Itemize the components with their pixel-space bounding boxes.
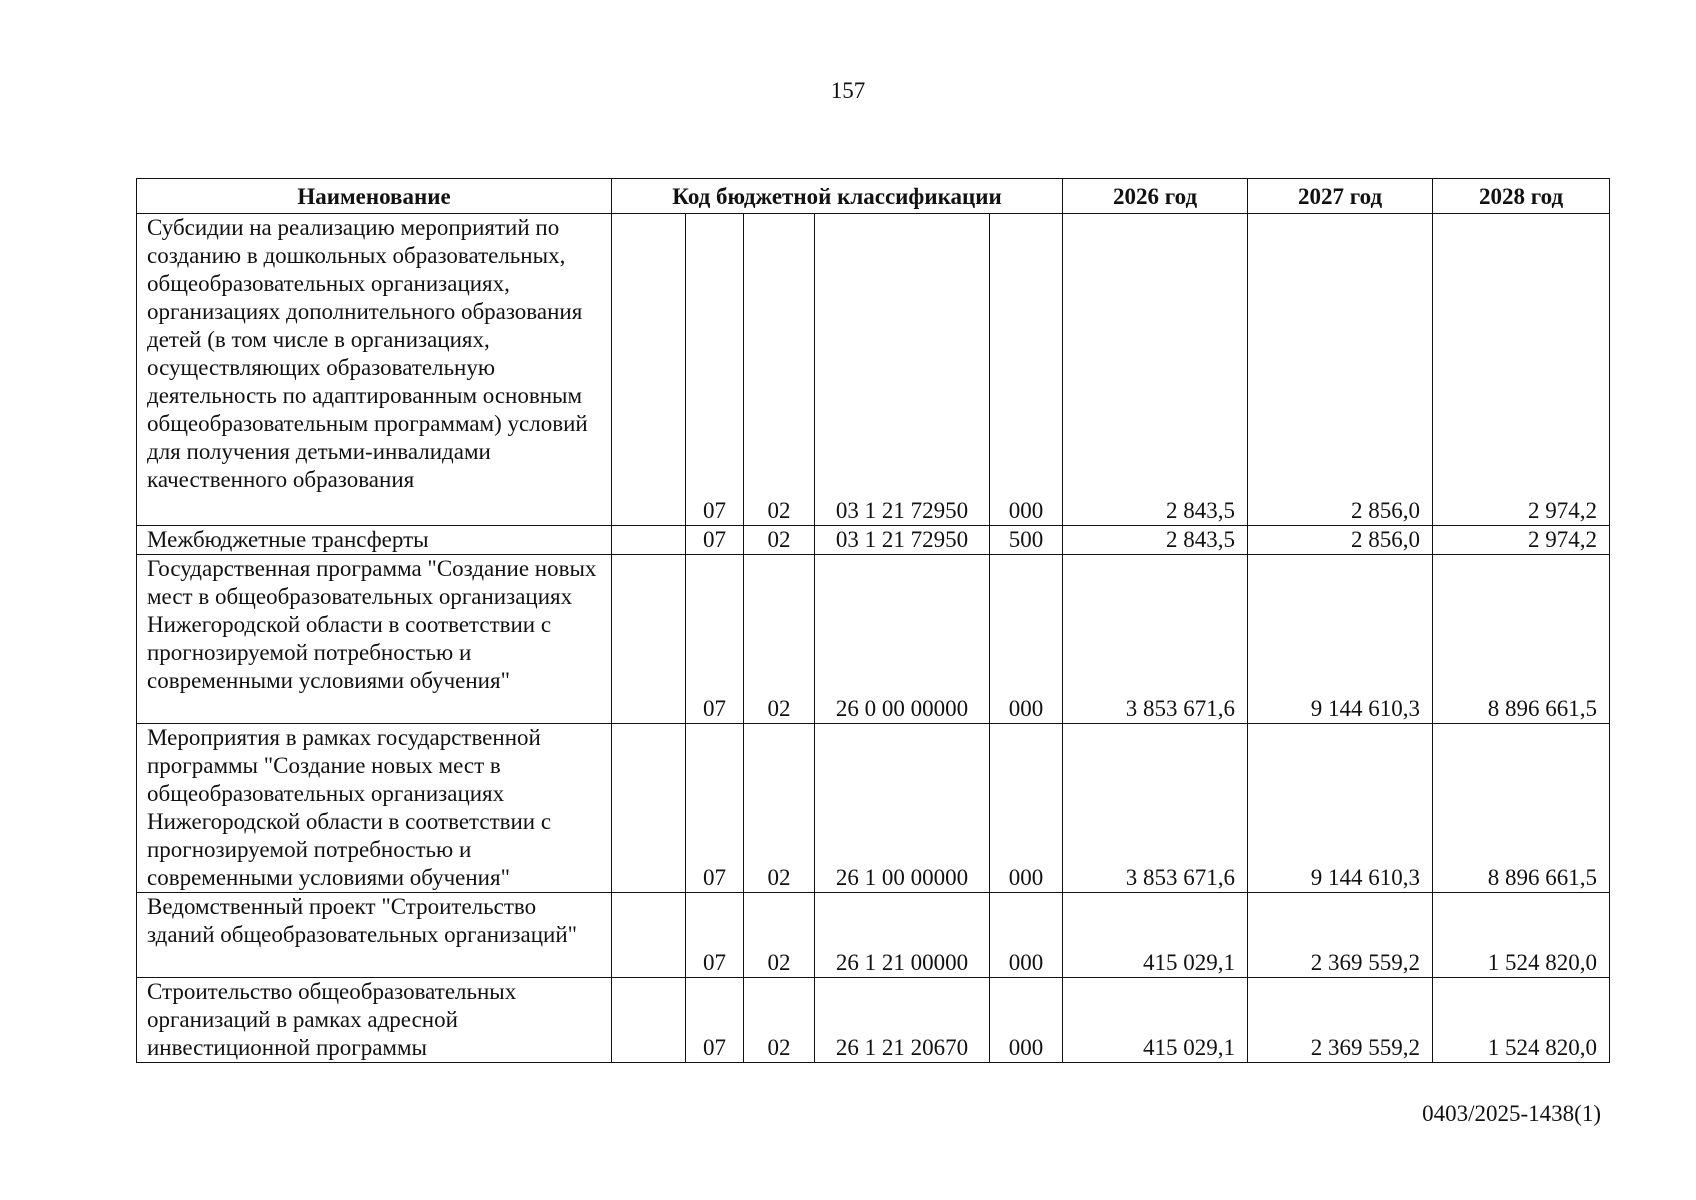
amount-2028: 8 896 661,5	[1433, 555, 1610, 724]
code-section: 07	[686, 555, 744, 724]
code-subsection: 02	[744, 214, 815, 526]
code-target-article: 26 0 00 00000	[815, 555, 990, 724]
code-expense-type: 000	[990, 893, 1063, 978]
code-target-article: 03 1 21 72950	[815, 214, 990, 526]
code-target-article: 26 1 21 20670	[815, 978, 990, 1063]
amount-2028: 2 974,2	[1433, 214, 1610, 526]
header-name: Наименование	[137, 179, 612, 214]
amount-2026: 2 843,5	[1063, 214, 1248, 526]
row-name: Строительство общеобразовательных организаций в рамках адресной инвестиционной программы	[137, 978, 612, 1063]
code-section-empty	[612, 555, 686, 724]
code-section: 07	[686, 526, 744, 555]
code-section-empty	[612, 724, 686, 893]
amount-2026: 2 843,5	[1063, 526, 1248, 555]
amount-2027: 2 856,0	[1248, 526, 1433, 555]
code-expense-type: 000	[990, 724, 1063, 893]
amount-2027: 2 369 559,2	[1248, 893, 1433, 978]
header-2026: 2026 год	[1063, 179, 1248, 214]
code-section-empty	[612, 893, 686, 978]
row-name: Мероприятия в рамках государственной программы "Создание новых мест в общеобразовательных организациях Нижегородской области в соответствии с прогнозируемой потребностью и современными условиями обучения"	[137, 724, 612, 893]
document-registration-number: 0403/2025-1438(1)	[1422, 1101, 1601, 1126]
header-2027: 2027 год	[1248, 179, 1433, 214]
code-section-empty	[612, 526, 686, 555]
code-target-article: 26 1 21 00000	[815, 893, 990, 978]
code-subsection: 02	[744, 555, 815, 724]
code-expense-type: 500	[990, 526, 1063, 555]
table-row	[137, 555, 1610, 724]
budget-table	[136, 178, 1610, 1063]
amount-2026: 3 853 671,6	[1063, 555, 1248, 724]
code-subsection: 02	[744, 893, 815, 978]
code-section-empty	[612, 214, 686, 526]
code-section: 07	[686, 978, 744, 1063]
code-section: 07	[686, 724, 744, 893]
amount-2027: 2 856,0	[1248, 214, 1433, 526]
amount-2027: 9 144 610,3	[1248, 555, 1433, 724]
page-number: 157	[830, 78, 866, 103]
code-subsection: 02	[744, 978, 815, 1063]
row-name: Субсидии на реализацию мероприятий по созданию в дошкольных образовательных, общеобразовательных организациях, организациях дополнительного образования детей (в том числе в организациях, осуществляющих образовательную деятельность по адаптированным основным общеобразовательным программам) условий для получения детьми-инвалидами качественного образования	[137, 214, 612, 526]
amount-2028: 8 896 661,5	[1433, 724, 1610, 893]
row-name: Ведомственный проект "Строительство зданий общеобразовательных организаций"	[137, 893, 612, 978]
table-row	[137, 893, 1610, 978]
amount-2026: 415 029,1	[1063, 893, 1248, 978]
code-subsection: 02	[744, 724, 815, 893]
amount-2028: 1 524 820,0	[1433, 978, 1610, 1063]
table-header-row	[137, 179, 1610, 214]
code-target-article: 26 1 00 00000	[815, 724, 990, 893]
code-expense-type: 000	[990, 555, 1063, 724]
code-target-article: 03 1 21 72950	[815, 526, 990, 555]
amount-2028: 2 974,2	[1433, 526, 1610, 555]
amount-2028: 1 524 820,0	[1433, 893, 1610, 978]
code-section: 07	[686, 214, 744, 526]
code-subsection: 02	[744, 526, 815, 555]
amount-2027: 9 144 610,3	[1248, 724, 1433, 893]
code-expense-type: 000	[990, 214, 1063, 526]
row-name: Межбюджетные трансферты	[137, 526, 612, 555]
code-section: 07	[686, 893, 744, 978]
table-row	[137, 526, 1610, 555]
code-section-empty	[612, 978, 686, 1063]
table-row	[137, 724, 1610, 893]
header-2028: 2028 год	[1433, 179, 1610, 214]
header-code: Код бюджетной классификации	[612, 179, 1063, 214]
table-row	[137, 214, 1610, 526]
amount-2026: 3 853 671,6	[1063, 724, 1248, 893]
code-expense-type: 000	[990, 978, 1063, 1063]
amount-2026: 415 029,1	[1063, 978, 1248, 1063]
table-row	[137, 978, 1610, 1063]
amount-2027: 2 369 559,2	[1248, 978, 1433, 1063]
row-name: Государственная программа "Создание новых мест в общеобразовательных организациях Нижегородской области в соответствии с прогнозируемой потребностью и современными условиями обучения"	[137, 555, 612, 724]
